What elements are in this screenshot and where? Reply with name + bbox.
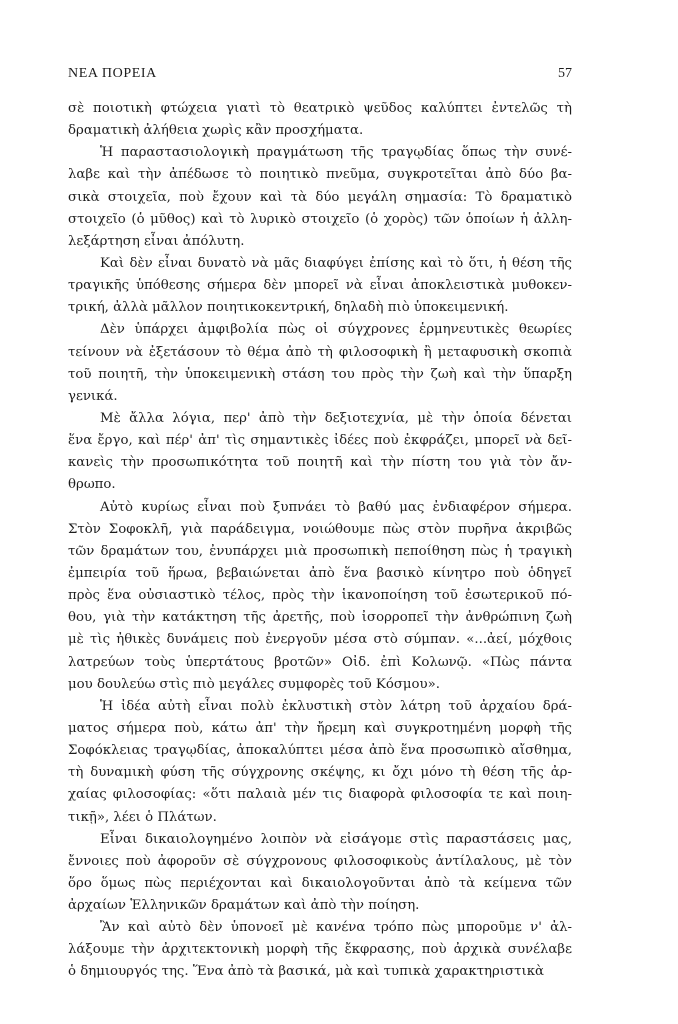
paragraph bbox=[68, 408, 572, 497]
text-line: τὴ δυναμικὴ φύση τῆς σύγχρονης σκέψης, κι ὄχι μόνο τὴ θέση τῆς ἀρ- bbox=[68, 765, 572, 781]
paragraph bbox=[68, 98, 572, 142]
text-line: ἕνα ἔργο, καὶ πέρ' ἀπ' τὶς σημαντικὲς ἰδέες ποὺ ἐκφράζει, μπορεῖ νὰ δεῖ- bbox=[68, 433, 572, 449]
paragraph bbox=[68, 142, 572, 253]
text-line: πρὸς ἕνα οὐσιαστικὸ τέλος, πρὸς τὴν ἱκανοποίηση τοῦ ἐσωτερικοῦ πό- bbox=[68, 588, 572, 604]
running-header bbox=[68, 66, 572, 86]
text-line: στοιχεῖο (ὁ μῦθος) καὶ τὸ λυρικὸ στοιχεῖο (ὁ χορὸς) τῶν ὁποίων ἡ ἀλλη- bbox=[68, 211, 572, 227]
text-line: ἐμπειρία τοῦ ἥρωα, βεβαιώνεται ἀπὸ ἕνα βασικὸ κίνητρο ποὺ ὁδηγεῖ bbox=[68, 565, 572, 581]
text-line: τείνουν νὰ ἐξετάσουν τὸ θέμα ἀπὸ τὴ φιλοσοφικὴ ἢ μεταφυσικὴ σκοπιὰ bbox=[68, 344, 572, 360]
text-line: μου δουλεύω στὶς πιὸ μεγάλες συμφορὲς τοῦ Κόσμου». bbox=[68, 676, 440, 692]
text-line: ὅρο ὅμως πὼς περιέχονται καὶ δικαιολογοῦνται ἀπὸ τὰ κείμενα τῶν bbox=[68, 875, 572, 891]
text-line: δραματικὴ ἀλήθεια χωρὶς κἂν προσχήματα. bbox=[68, 123, 364, 139]
text-line: μὲ τὶς ἠθικὲς δυνάμεις ποὺ ἐνεργοῦν μέσα στὸ σύμπαν. «...ἀεί, μόχθοις bbox=[68, 632, 572, 648]
text-line: θου, γιὰ τὴν κατάκτηση τῆς ἀρετῆς, ποὺ ἰσορροπεῖ τὴν ἀνθρώπινη ζωὴ bbox=[68, 610, 572, 626]
text-line: ὁ δημιουργός της. Ἕνα ἀπὸ τὰ βασικά, μὰ καὶ τυπικὰ χαρακτηριστικὰ bbox=[68, 964, 544, 980]
text-line: λατρεύων τοὺς ὑπερτάτους βροτῶν» Οἰδ. ἐπὶ Κολωνῷ. «Πὼς πάντα bbox=[68, 654, 572, 670]
text-line: τῶν δραμάτων του, ἐνυπάρχει μιὰ προσωπικὴ πεποίθηση πὼς ἡ τραγικὴ bbox=[68, 543, 572, 559]
text-line: ἔννοιες ποὺ ἀφοροῦν σὲ σύγχρονους φιλοσοφικοὺς ἀντίλαλους, μὲ τὸν bbox=[68, 853, 572, 869]
text-line: θρωπο. bbox=[68, 477, 116, 493]
text-line: σὲ ποιοτικὴ φτώχεια γιατὶ τὸ θεατρικὸ ψεῦδος καλύπτει ἐντελῶς τὴ bbox=[68, 101, 572, 116]
text-line: Δὲν ὑπάρχει ἀμφιβολία πὼς οἱ σύγχρονες ἑρμηνευτικὲς θεωρίες bbox=[100, 322, 572, 338]
text-line: τρική, ἀλλὰ μᾶλλον ποιητικοκεντρική, δηλαδὴ πιὸ ὑποκειμενική. bbox=[68, 300, 509, 316]
text-line: Ἡ ἰδέα αὐτὴ εἶναι πολὺ ἐκλυστικὴ στὸν λάτρη τοῦ ἀρχαίου δρά- bbox=[100, 698, 572, 714]
text-line: τραγικῆς ὑπόθεσης σήμερα δὲν μπορεῖ νὰ εἶναι ἀποκλειστικὰ μυθοκεν- bbox=[68, 278, 572, 294]
paragraph bbox=[68, 917, 572, 983]
text-line: τικῇ», λέει ὁ Πλάτων. bbox=[68, 809, 217, 825]
text-line: λεξάρτηση εἶναι ἀπόλυτη. bbox=[68, 233, 245, 249]
text-line: λάξουμε τὴν ἀρχιτεκτονικὴ μορφὴ τῆς ἔκφρασης, ποὺ ἀρχικὰ συνέλαβε bbox=[68, 942, 572, 958]
text-line: Ἡ παραστασιολογικὴ πραγμάτωση τῆς τραγῳδίας ὅπως τὴν συνέ- bbox=[100, 145, 572, 161]
paragraph bbox=[68, 696, 572, 829]
body-text bbox=[68, 98, 572, 984]
text-line: Στὸν Σοφοκλῆ, γιὰ παράδειγμα, νοιώθουμε πὼς στὸν πυρῆνα ἀκριβῶς bbox=[68, 521, 572, 537]
text-line: λαβε καὶ τὴν ἀπέδωσε τὸ ποιητικὸ πνεῦμα, συγκροτεῖται ἀπὸ δύο βα- bbox=[68, 167, 572, 183]
text-line: κανεὶς τὴν προσωπικότητα τοῦ ποιητῆ καὶ τὴν πίστη του γιὰ τὸν ἄν- bbox=[68, 455, 572, 471]
text-line: Καὶ δὲν εἶναι δυνατὸ νὰ μᾶς διαφύγει ἐπίσης καὶ τὸ ὅτι, ἡ θέση τῆς bbox=[100, 255, 572, 271]
paragraph bbox=[68, 497, 572, 696]
text-line: τοῦ ποιητῆ, τὴν ὑποκειμενικὴ στάση του πρὸς τὴν ζωὴ καὶ τὴν ὕπαρξη bbox=[68, 366, 572, 382]
page-number: 57 bbox=[558, 66, 572, 81]
text-line: ἀρχαίων Ἑλληνικῶν δραμάτων καὶ ἀπὸ τὴν ποίηση. bbox=[68, 898, 420, 914]
text-line: Εἶναι δικαιολογημένο λοιπὸν νὰ εἰσάγομε στὶς παραστάσεις μας, bbox=[100, 831, 572, 847]
text-line: ματος σήμερα ποὺ, κάτω ἀπ' τὴν ἤρεμη καὶ συγκροτημένη μορφὴ τῆς bbox=[68, 720, 572, 736]
text-line: σικὰ στοιχεῖα, ποὺ ἔχουν καὶ τὰ δύο μεγάλη σημασία: Τὸ δραματικὸ bbox=[68, 189, 572, 205]
text-line: Σοφόκλειας τραγῳδίας, ἀποκαλύπτει μέσα ἀπὸ ἕνα προσωπικὸ αἴσθημα, bbox=[68, 743, 572, 759]
text-line: χαίας φιλοσοφίας: «ὅτι παλαιὰ μέν τις διαφορὰ φιλοσοφία τε καὶ ποιη- bbox=[68, 787, 572, 803]
text-line: Μὲ ἄλλα λόγια, περ' ἀπὸ τὴν δεξιοτεχνία, μὲ τὴν ὁποία δένεται bbox=[100, 410, 572, 426]
paragraph bbox=[68, 253, 572, 319]
paragraph bbox=[68, 829, 572, 918]
text-line: Ἂν καὶ αὐτὸ δὲν ὑπονοεῖ μὲ κανένα τρόπο πὼς μποροῦμε ν' ἀλ- bbox=[100, 920, 572, 936]
text-line: Αὐτὸ κυρίως εἶναι ποὺ ξυπνάει τὸ βαθύ μας ἐνδιαφέρον σήμερα. bbox=[100, 499, 572, 515]
journal-title: ΝΕΑ ΠΟΡΕΙΑ bbox=[68, 66, 157, 81]
paragraph bbox=[68, 319, 572, 408]
text-line: γενικά. bbox=[68, 388, 118, 404]
